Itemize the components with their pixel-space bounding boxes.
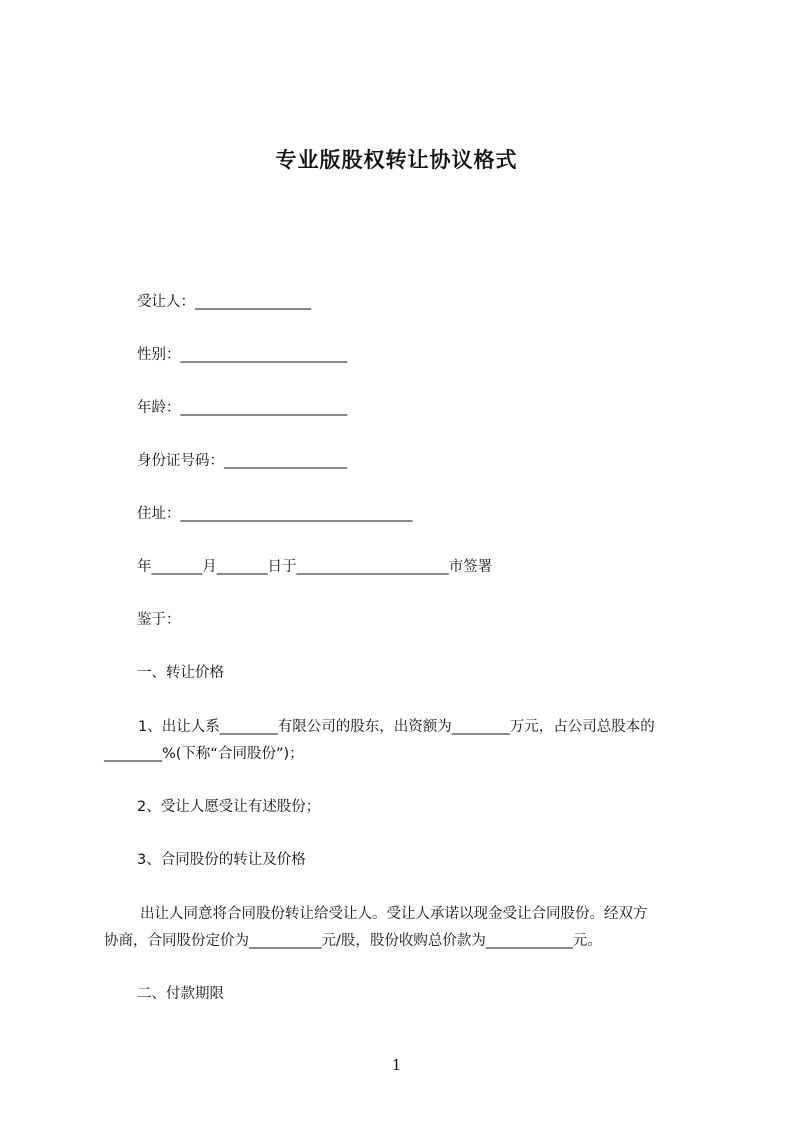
whereas-heading: 鉴于：: [137, 612, 181, 628]
transferee-field: 受让人：________________: [137, 294, 311, 310]
section1-item1-line1: 1、出让人系________有限公司的股东，出资额为________万元，占公司总股本的: [138, 719, 655, 735]
section2-heading: 二、付款期限: [137, 986, 224, 1002]
section1-body-line2: 协商，合同股份定价为__________元/股，股份收购总价款为____________元。: [104, 933, 602, 949]
section1-item2: 2、受让人愿受让有述股份；: [137, 799, 321, 815]
section1-heading: 一、转让价格: [137, 665, 224, 681]
gender-field: 性别：_______________________: [137, 347, 348, 363]
page-number: 1: [391, 1056, 402, 1074]
signing-line: 年_______月_______日于_____________________市签署: [137, 559, 493, 575]
section1-body-line1: 出让人同意将合同股份转让给受让人。受让人承诺以现金受让合同股份。经双方: [140, 906, 648, 922]
section1-item1-line2: ________%(下称“合同股份”)；: [104, 746, 304, 762]
age-field: 年龄：_______________________: [137, 400, 348, 416]
section1-item3: 3、合同股份的转让及价格: [137, 852, 306, 868]
address-field: 住址：________________________________: [137, 506, 413, 522]
document-title: 专业版股权转让协议格式: [275, 148, 518, 172]
id-number-field: 身份证号码：_________________: [137, 453, 348, 469]
